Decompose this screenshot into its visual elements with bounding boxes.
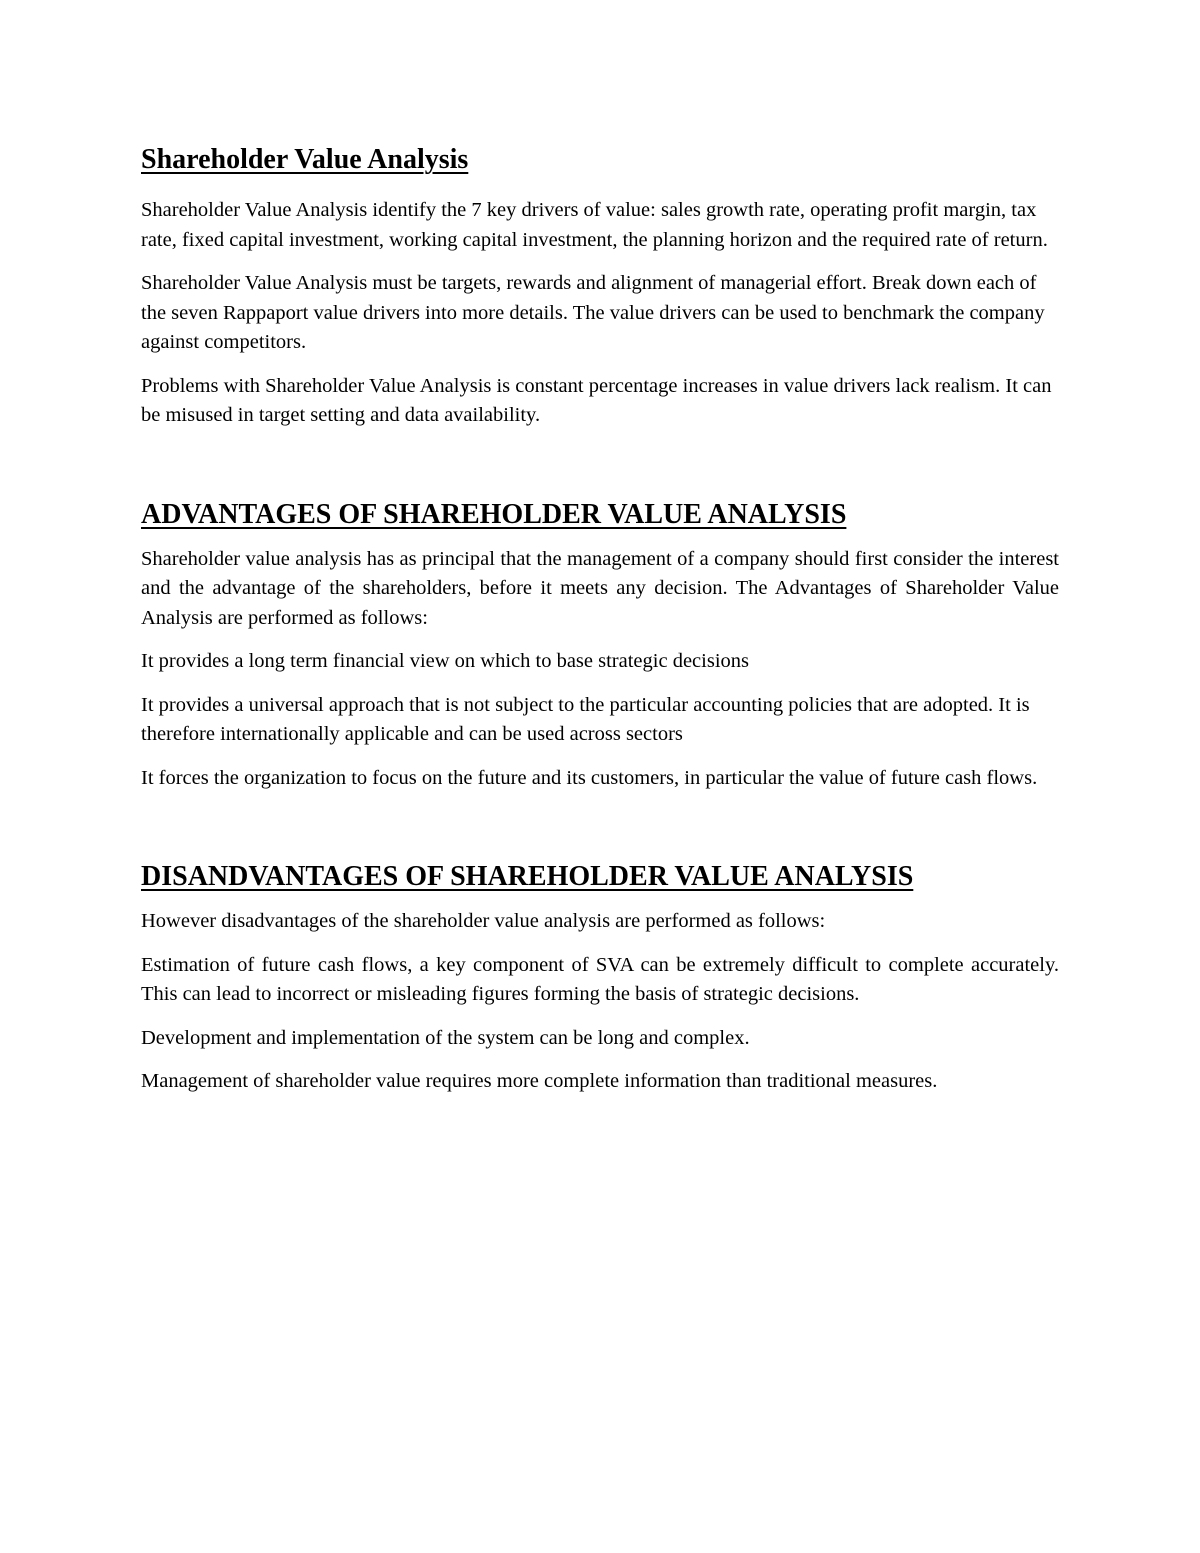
document-page — [141, 140, 1059, 1111]
paragraph: Problems with Shareholder Value Analysis is constant percentage increases in value drivers lack realism. It can be misused in target setting and data availability. — [141, 374, 1052, 426]
section-disadvantages — [141, 857, 1059, 1097]
paragraph: It forces the organization to focus on the future and its customers, in particular the value of future cash flows. — [141, 766, 1038, 789]
paragraph: Shareholder Value Analysis must be targets, rewards and alignment of managerial effort. Break down each of the seven Rappaport value drivers into more details. The value drivers can be used to benchmark the company against competitors. — [141, 272, 1045, 353]
paragraph: Management of shareholder value requires more complete information than traditional measures. — [141, 1070, 938, 1092]
paragraph: Shareholder Value Analysis identify the 7 key drivers of value: sales growth rate, operating profit margin, tax rate, fixed capital investment, working capital investment, the planning horizon and the required rate of return. — [141, 199, 1048, 251]
section-title: DISANDVANTAGES OF SHAREHOLDER VALUE ANALYSIS — [141, 861, 914, 892]
section-shareholder-value-analysis — [141, 140, 1059, 431]
paragraph: Estimation of future cash flows, a key component of SVA can be extremely difficult to complete accurately. This can lead to incorrect or misleading figures forming the basis of strategic decisions. — [141, 953, 1059, 1005]
paragraph: However disadvantages of the shareholder value analysis are performed as follows: — [141, 910, 826, 932]
section-advantages — [141, 495, 1059, 794]
paragraph: Development and implementation of the system can be long and complex. — [141, 1026, 750, 1049]
section-title: ADVANTAGES OF SHAREHOLDER VALUE ANALYSIS — [141, 498, 847, 530]
paragraph: It provides a long term financial view on which to base strategic decisions — [141, 650, 749, 672]
paragraph: It provides a universal approach that is not subject to the particular accounting policies that are adopted. It is therefore internationally applicable and can be used across sectors — [141, 693, 1030, 745]
paragraph: Shareholder value analysis has as principal that the management of a company should first consider the interest and the advantage of the shareholders, before it meets any decision. The Advantages of Shareholder Value Analysis are performed as follows: — [141, 547, 1059, 629]
section-title: Shareholder Value Analysis — [141, 144, 469, 175]
section-spacer — [141, 807, 1059, 857]
section-spacer — [141, 445, 1059, 495]
